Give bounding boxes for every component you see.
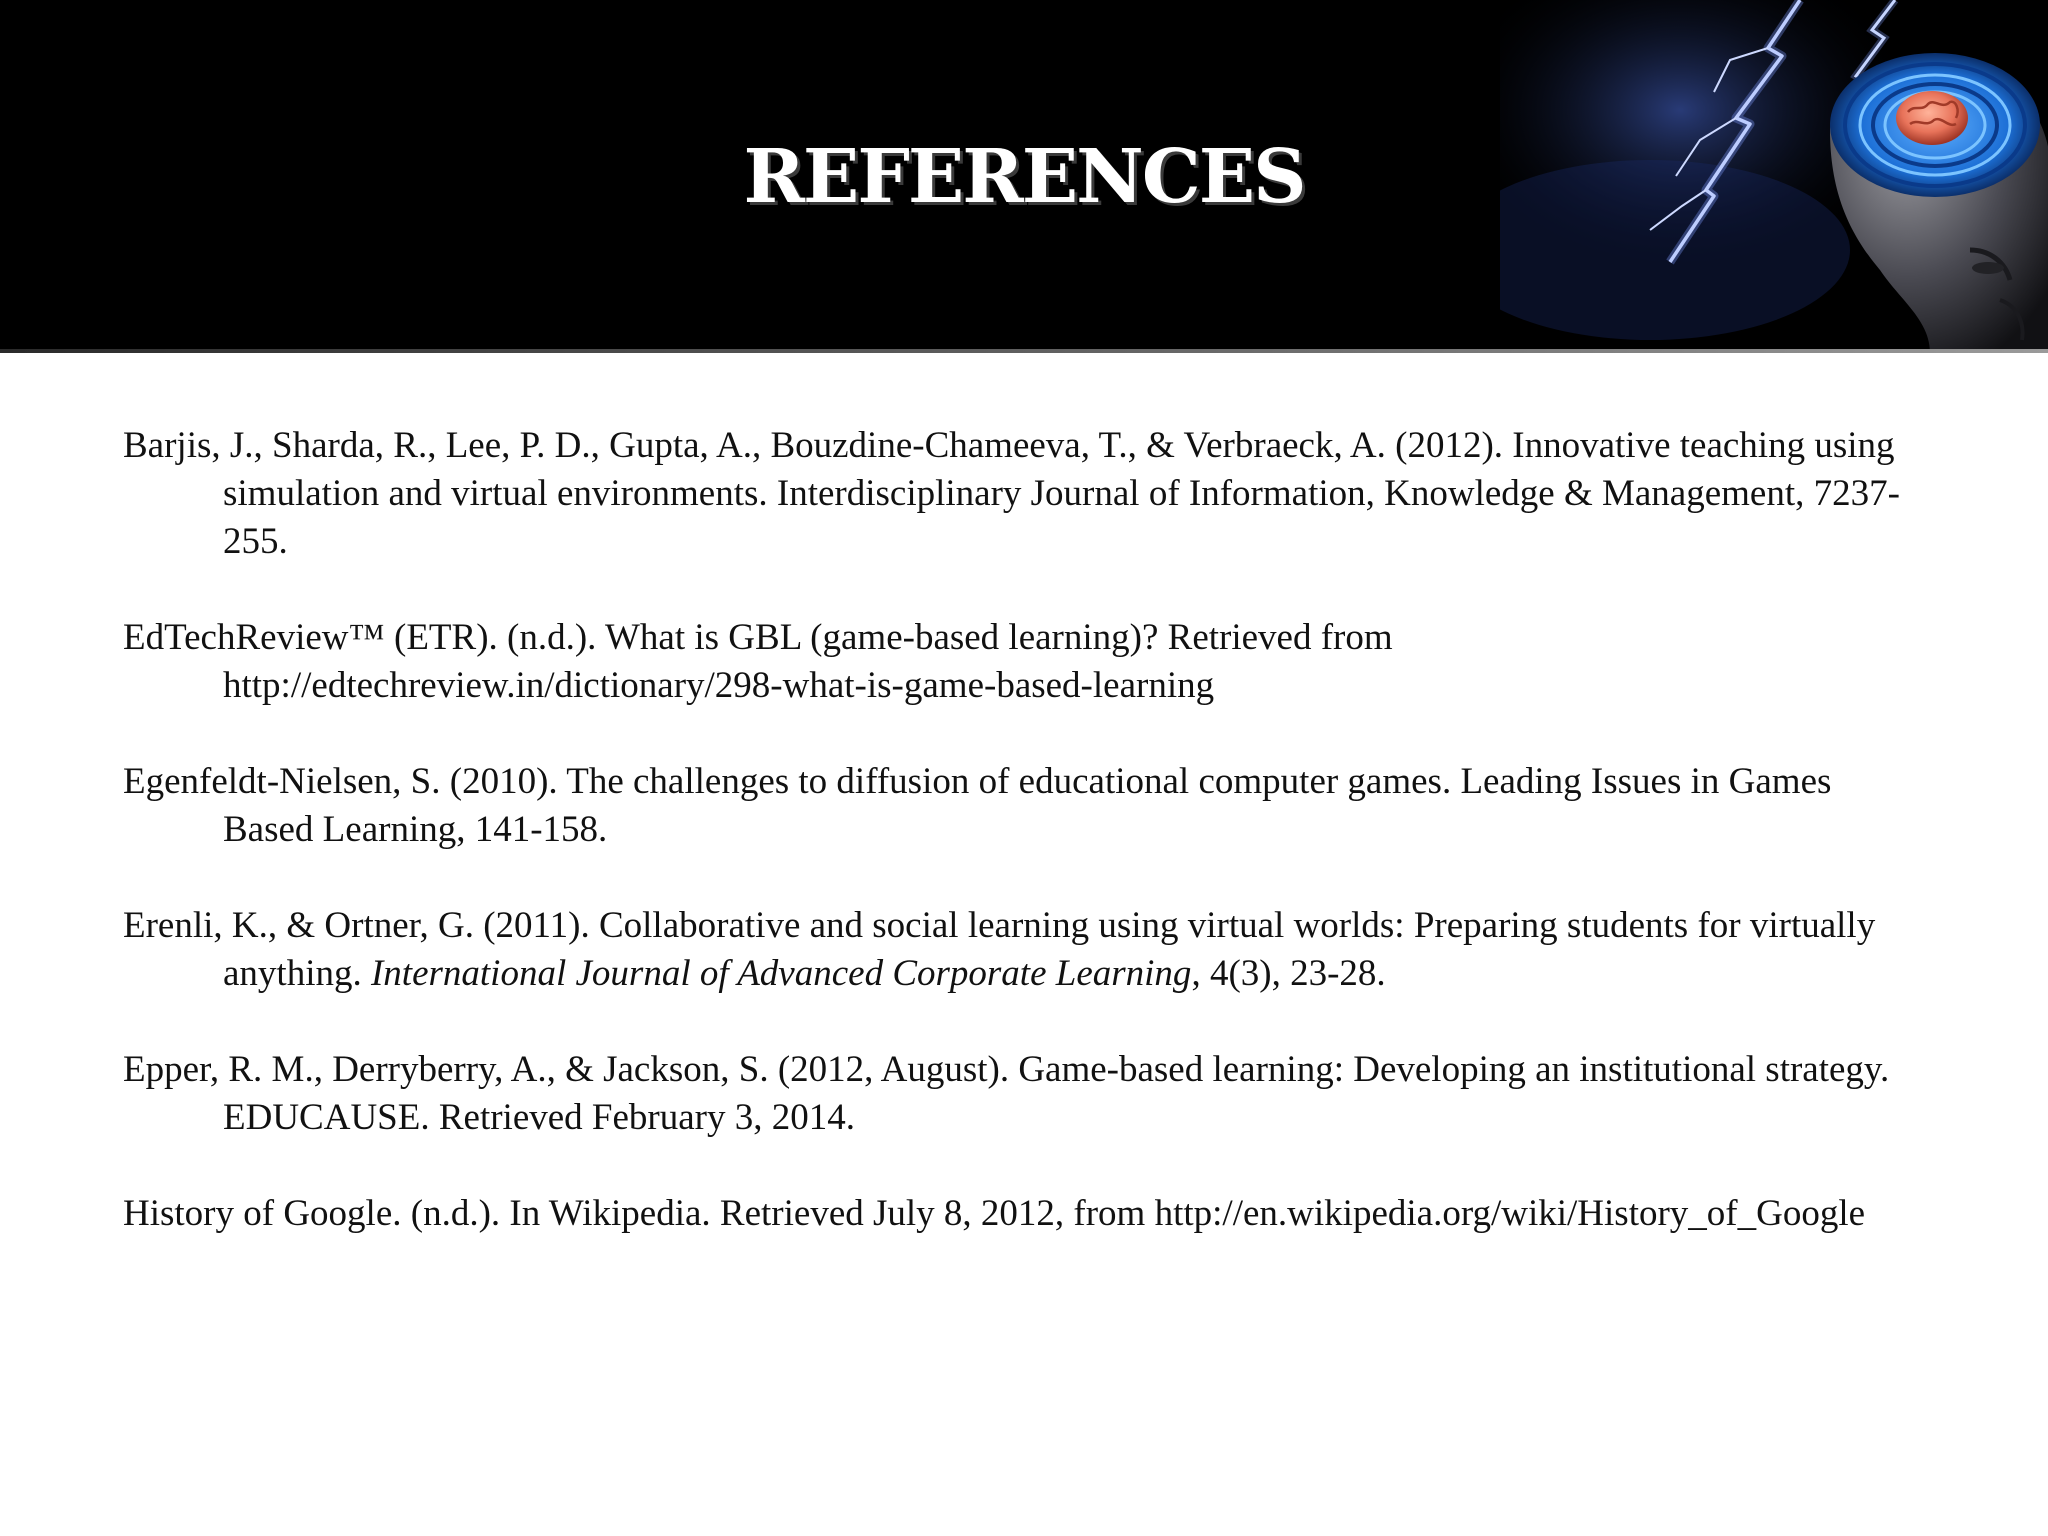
reference-item: Epper, R. M., Derryberry, A., & Jackson, S. (2012, August). Game-based learning: Developing an institutional strategy. EDUCAUSE. Retrieved February 3, 2014. bbox=[123, 1049, 1890, 1138]
reference-item bbox=[123, 902, 1923, 998]
reference-item: History of Google. (n.d.). In Wikipedia. Retrieved July 8, 2012, from http://en.wikipedia.org/wiki/History_of_Google bbox=[123, 1193, 1866, 1234]
reference-text: , 4(3), 23-28. bbox=[1191, 953, 1386, 994]
reference-item: Barjis, J., Sharda, R., Lee, P. D., Gupta, A., Bouzdine-Chameeva, T., & Verbraeck, A. (2012). Innovative teaching using simulation and virtual environments. Interdisciplinary Journal of Information, Knowledge & Management, 7237-255. bbox=[123, 425, 1900, 562]
reference-text: Erenli, K., & Ortner, G. (2011). Collaborative and social learning using virtual worlds: Preparing students for virtually anything. bbox=[123, 905, 1876, 994]
reference-item: EdTechReview™ (ETR). (n.d.). What is GBL (game-based learning)? Retrieved from http://edtechreview.in/dictionary/298-what-is-game-based-learning bbox=[123, 617, 1393, 706]
slide-title: REFERENCES bbox=[743, 134, 1305, 220]
reference-item: Egenfeldt-Nielsen, S. (2010). The challenges to diffusion of educational computer games. Leading Issues in Games Based Learning, 141-158. bbox=[123, 761, 1832, 850]
reference-journal-title: International Journal of Advanced Corporate Learning bbox=[370, 953, 1192, 994]
header-band bbox=[0, 0, 2048, 353]
reference-list bbox=[123, 422, 1923, 1286]
